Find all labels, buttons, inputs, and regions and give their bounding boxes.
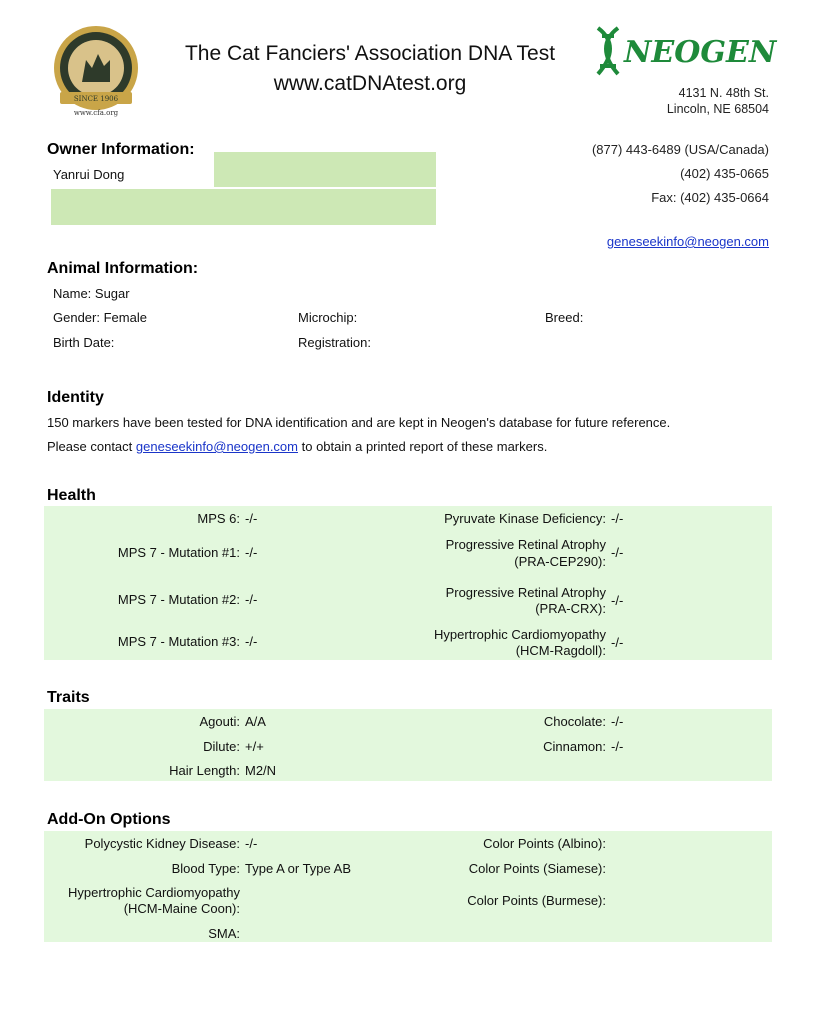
trait-value: -/- xyxy=(611,714,624,729)
addon-value: -/- xyxy=(245,836,258,851)
addon-label-sub: (HCM-Maine Coon): xyxy=(123,901,240,916)
trait-label: Dilute: xyxy=(203,739,240,754)
addons-heading: Add-On Options xyxy=(47,811,171,828)
identity-line2-pre: Please contact xyxy=(47,439,133,454)
contact-phone1: (877) 443-6489 (USA/Canada) xyxy=(591,142,769,157)
contact-phone2: (402) 435-0665 xyxy=(680,166,769,181)
identity-line2-post: to obtain a printed report of these markers. xyxy=(301,439,548,454)
identity-email-link[interactable]: geneseekinfo@neogen.com xyxy=(135,439,298,454)
health-label-sub: (PRA-CEP290): xyxy=(514,554,606,569)
trait-value: A/A xyxy=(245,714,266,729)
identity-line1: 150 markers have been tested for DNA identification and are kept in Neogen's database for future reference. xyxy=(47,415,671,430)
addon-label: Color Points (Burmese): xyxy=(467,893,606,908)
health-label: MPS 7 - Mutation #1: xyxy=(117,545,240,560)
owner-heading: Owner Information: xyxy=(47,141,195,158)
cfa-logo xyxy=(52,24,140,120)
trait-label: Hair Length: xyxy=(169,763,240,778)
health-value: -/- xyxy=(611,635,624,650)
dna-helix-icon xyxy=(598,28,618,74)
report-website: www.catDNAtest.org xyxy=(273,72,467,95)
health-label: Progressive Retinal Atrophy xyxy=(445,537,606,552)
cfa-url-text: www.cfa.org xyxy=(73,109,119,117)
health-label-sub: (PRA-CRX): xyxy=(535,601,606,616)
health-label: MPS 7 - Mutation #3: xyxy=(117,634,240,649)
cfa-ribbon-text: SINCE 1906 xyxy=(73,95,119,103)
addon-value: Type A or Type AB xyxy=(245,861,351,876)
report-title: The Cat Fanciers' Association DNA Test xyxy=(184,42,556,65)
health-value: -/- xyxy=(611,511,624,526)
owner-address-redacted-box xyxy=(51,189,436,225)
addon-label: Color Points (Siamese): xyxy=(468,861,606,876)
health-label: Hypertrophic Cardiomyopathy xyxy=(434,627,606,642)
addon-label: Polycystic Kidney Disease: xyxy=(84,836,240,851)
health-label: Pyruvate Kinase Deficiency: xyxy=(444,511,606,526)
trait-label: Cinnamon: xyxy=(543,739,606,754)
contact-email-link[interactable]: geneseekinfo@neogen.com xyxy=(606,234,769,249)
trait-value: -/- xyxy=(611,739,624,754)
trait-value: +/+ xyxy=(245,739,264,754)
neogen-wordmark: NEOGEN xyxy=(624,35,777,70)
animal-microchip: Microchip: xyxy=(298,310,358,325)
neogen-logo xyxy=(592,26,777,78)
animal-birth-date: Birth Date: xyxy=(53,335,115,350)
owner-name: Yanrui Dong xyxy=(53,167,125,182)
animal-breed: Breed: xyxy=(545,310,584,325)
health-value: -/- xyxy=(245,592,258,607)
animal-registration: Registration: xyxy=(298,335,371,350)
health-value: -/- xyxy=(611,545,624,560)
health-label: Progressive Retinal Atrophy xyxy=(445,585,606,600)
health-value: -/- xyxy=(245,545,258,560)
identity-heading: Identity xyxy=(47,389,104,406)
identity-line2 xyxy=(47,439,547,454)
addon-label: Blood Type: xyxy=(171,861,240,876)
trait-label: Agouti: xyxy=(199,714,240,729)
address-line1: 4131 N. 48th St. xyxy=(678,86,769,100)
health-label-sub: (HCM-Ragdoll): xyxy=(515,643,606,658)
addon-label: Color Points (Albino): xyxy=(483,836,606,851)
animal-gender: Gender: Female xyxy=(53,310,147,325)
contact-fax: Fax: (402) 435-0664 xyxy=(651,190,769,205)
health-value: -/- xyxy=(611,593,624,608)
animal-heading: Animal Information: xyxy=(47,260,199,277)
trait-label: Chocolate: xyxy=(543,714,606,729)
addon-label: Hypertrophic Cardiomyopathy xyxy=(68,885,240,900)
trait-value: M2/N xyxy=(245,763,277,778)
addon-label: SMA: xyxy=(208,926,240,941)
health-heading: Health xyxy=(47,487,96,504)
owner-redacted-box xyxy=(214,152,436,187)
animal-name: Name: Sugar xyxy=(53,286,130,301)
address-line2: Lincoln, NE 68504 xyxy=(666,102,769,116)
health-value: -/- xyxy=(245,511,258,526)
health-value: -/- xyxy=(245,634,258,649)
health-label: MPS 6: xyxy=(197,511,240,526)
health-label: MPS 7 - Mutation #2: xyxy=(117,592,240,607)
traits-heading: Traits xyxy=(47,689,90,706)
